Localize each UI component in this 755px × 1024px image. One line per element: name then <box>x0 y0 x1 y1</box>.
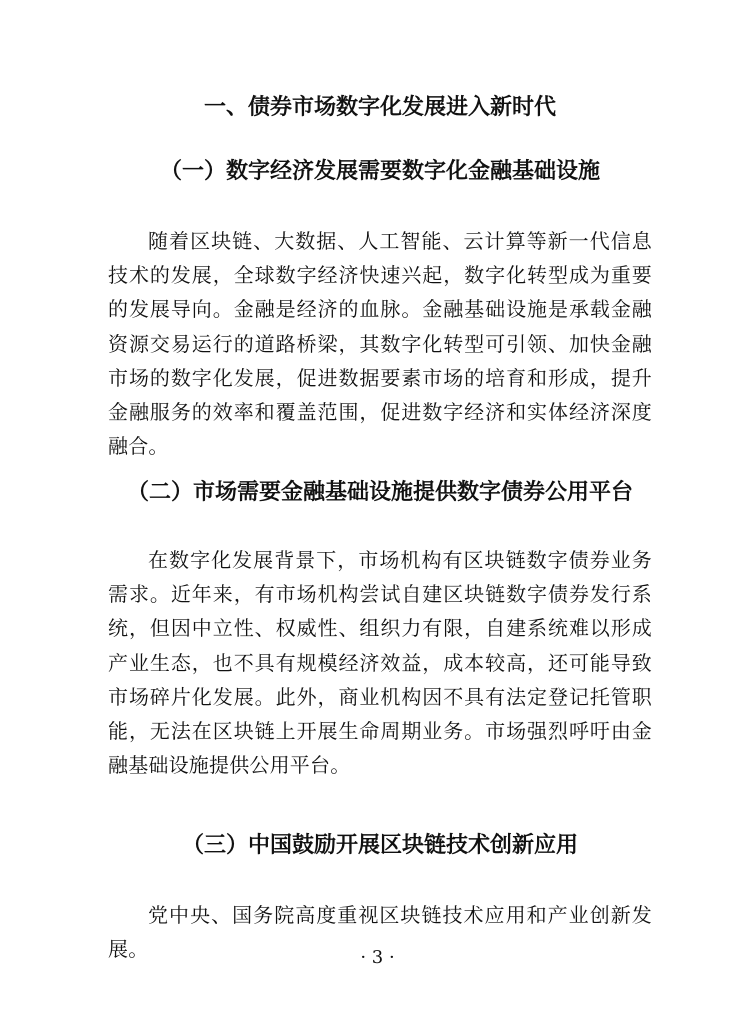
paragraph-3: 党中央、国务院高度重视区块链技术应用和产业创新发展。 <box>108 903 652 962</box>
paragraph-1: 随着区块链、大数据、人工智能、云计算等新一代信息技术的发展，全球数字经济快速兴起，数字化转型成为重要的发展导向。金融是经济的血脉。金融基础设施是承载金融资源交易运行的道路桥梁，其数字化转型可引领、加快金融市场的数字化发展，促进数据要素市场的培育和形成，提升金融服务的效率和覆盖范围，促进数字经济和实体经济深度融合。 <box>108 229 652 459</box>
subsection-heading-3: （三）中国鼓励开展区块链技术创新应用 <box>181 832 578 858</box>
section-title: 一、债券市场数字化发展进入新时代 <box>203 94 556 120</box>
page-number: · 3 · <box>360 947 395 968</box>
subsection-heading-1: （一）数字经济发展需要数字化金融基础设施 <box>159 158 600 184</box>
subsection-heading-2: （二）市场需要金融基础设施提供数字债券公用平台 <box>126 479 633 505</box>
paragraph-2: 在数字化发展背景下，市场机构有区块链数字债券业务需求。近年来，有市场机构尝试自建区块链数字债券发行系统，但因中立性、权威性、组织力有限，自建系统难以形成产业生态，也不具有规模经济效益，成本较高，还可能导致市场碎片化发展。此外，商业机构因不具有法定登记托管职能，无法在区块链上开展生命周期业务。市场强烈呼吁由金融基础设施提供公用平台。 <box>108 548 652 778</box>
